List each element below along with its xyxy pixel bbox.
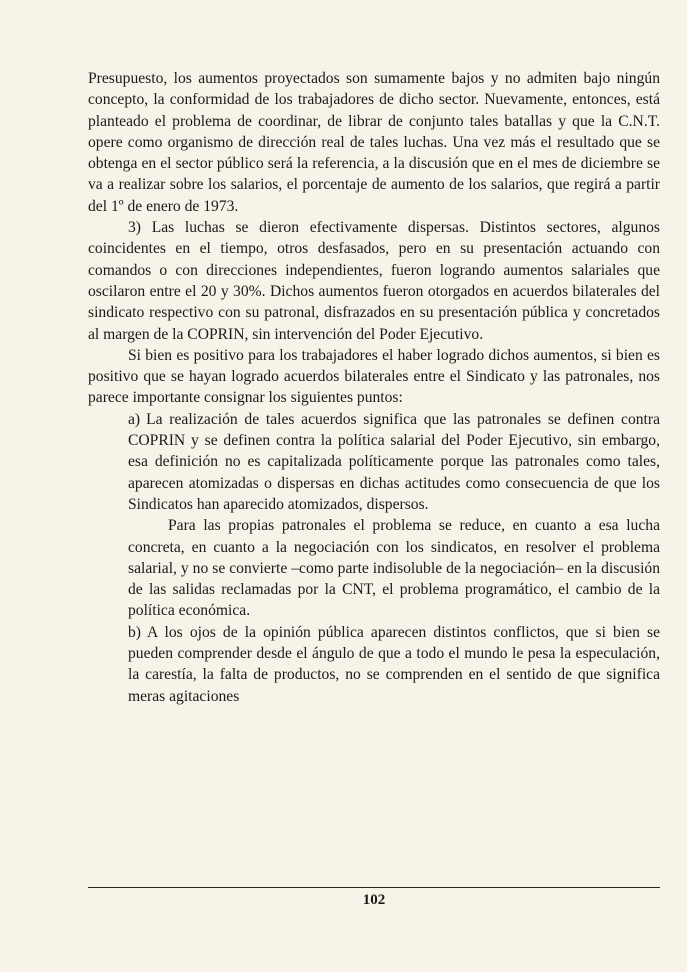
list-item-a-text: La realización de tales acuerdos significa que las patronales se definen contra COPRIN y se definen contra la política salarial del Poder Ejecutivo, sin embargo, esa definición no es capitalizada políticamente porque las patronales como tales, aparecen atomizadas o dispersas en dichas actitudes como consecuencia de que los Sindicatos han aparecido atomizados, dispersos. [128, 410, 660, 513]
paragraph-si-bien: Si bien es positivo para los trabajadores el haber logrado dichos aumentos, si bien es positivo que se hayan logrado acuerdos bilaterales entre el Sindicato y las patronales, nos parece importante consignar los siguientes puntos: [88, 346, 660, 407]
list-item-b-text: A los ojos de la opinión pública aparecen distintos conflictos, que si bien se pueden comprender desde el ángulo de que a todo el mundo le pesa la especulación, la carestía, la falta de productos, no se comprenden en el sentido de que significa meras agitaciones [128, 623, 660, 705]
list-item-b-label: b) [128, 623, 141, 641]
body-text [88, 68, 660, 707]
list-item-b [88, 622, 660, 707]
page-number: 102 [362, 892, 386, 908]
footer-divider [88, 887, 660, 888]
list-item-a [88, 409, 660, 515]
paragraph-presupuesto: Presupuesto, los aumentos proyectados son sumamente bajos y no admiten bajo ningún concepto, la conformidad de los trabajadores de dicho sector. Nuevamente, entonces, está planteado el problema de coordinar, de librar de conjunto tales batallas y que la C.N.T. opere como organismo de dirección real de tales luchas. Una vez más el resultado que se obtenga en el sector público será la referencia, a la discusión que en el mes de diciembre se va a realizar sobre los salarios, el porcentaje de aumento de los salarios, que regirá a partir del 1º de enero de 1973. [88, 70, 660, 215]
list-item-a-label: a) [128, 410, 141, 428]
paragraph-patronales: Para las propias patronales el problema se reduce, en cuanto a esa lucha concreta, en cuanto a la negociación con los sindicatos, en resolver el problema salarial, y no se convierte –como parte indisoluble de la negociación– en la discusión de las salidas reclamadas por la CNT, el problema programático, el cambio de la política económica. [128, 517, 660, 620]
paragraph-point-3: 3) Las luchas se dieron efectivamente dispersas. Distintos sectores, algunos coincidentes en el tiempo, otros desfasados, pero en su presentación actuando con comandos o con direcciones independientes, fueron logrando aumentos salariales que oscilaron entre el 20 y 30%. Dichos aumentos fueron otorgados en acuerdos bilaterales del sindicato respectivo con su patronal, disfrazados en su presentación pública y concretados al margen de la COPRIN, sin intervención del Poder Ejecutivo. [88, 219, 660, 343]
